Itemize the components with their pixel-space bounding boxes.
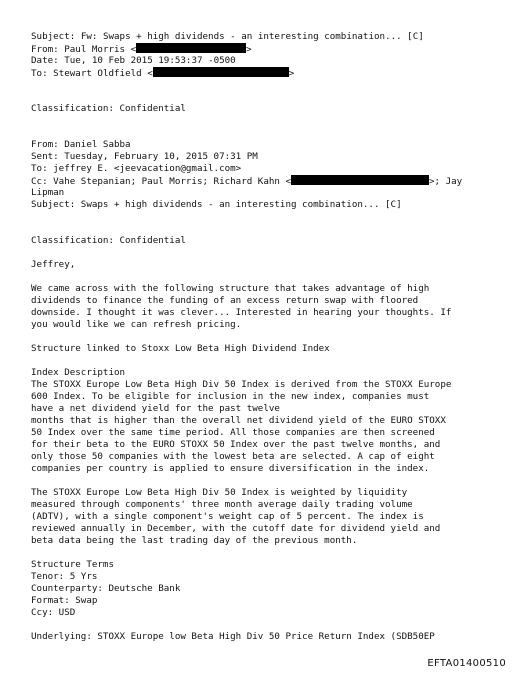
paragraph-line: downside. I thought it was clever... Interested in hearing your thoughts. If [31, 307, 452, 318]
to-label: To: [31, 68, 48, 79]
greeting: Jeffrey, [31, 259, 76, 270]
terms-heading: Structure Terms [31, 559, 114, 570]
header-from [31, 43, 491, 55]
fwd-to: To: jeffrey E. <jeevacation@gmail.com> [31, 163, 242, 174]
fwd-cc-cont: Lipman [31, 187, 65, 198]
underlying-line: Underlying: STOXX Europe low Beta High Div 50 Price Return Index (SDB50EP [31, 631, 435, 642]
paragraph-line: for their beta to the EURO STOXX 50 Index over the past twelve months, and [31, 439, 441, 450]
paragraph-line: have a net dividend yield for the past twelve [31, 403, 280, 414]
classification-label: Classification: Confidential [31, 235, 186, 246]
header-date [31, 55, 491, 67]
fwd-from: From: Daniel Sabba [31, 139, 131, 150]
paragraph-line: 50 Index over the same time period. All those companies are then screened [31, 427, 435, 438]
paragraph-line: (ADTV), with a single component's weight cap of 5 percent. The index is [31, 511, 424, 522]
fwd-cc [31, 175, 491, 187]
classification-label: Classification: Confidential [31, 103, 186, 114]
from-end: > [246, 44, 252, 55]
email-document [31, 31, 491, 643]
redaction-box [136, 43, 246, 53]
structure-title: Structure linked to Stoxx Low Beta High Dividend Index [31, 343, 330, 354]
index-paragraph [31, 379, 491, 475]
fwd-subject: Subject: Swaps + high dividends - an interesting combination... [C] [31, 199, 402, 210]
cc-end: >; Jay [428, 176, 463, 187]
terms-counterparty: Counterparty: Deutsche Bank [31, 583, 181, 594]
redaction-box [153, 67, 289, 77]
paragraph-line: you would like we can refresh pricing. [31, 319, 242, 330]
document-id: EFTA01400510 [427, 658, 506, 669]
cc-text: Cc: Vahe Stepanian; Paul Morris; Richard Kahn < [31, 176, 291, 187]
intro-paragraph [31, 283, 491, 331]
from-label: From: [31, 44, 59, 55]
paragraph-line: measured through components' three month average daily trading volume [31, 499, 413, 510]
to-end: > [288, 68, 295, 79]
paragraph-line: We came across with the following structure that takes advantage of high [31, 283, 430, 294]
paragraph-line: months that is higher than the overall net dividend yield of the EURO STOXX [31, 415, 446, 426]
paragraph-line: 600 Index. To be eligible for inclusion in the new index, companies must [31, 391, 430, 402]
header-to [31, 67, 491, 79]
date-label: Date: [31, 55, 59, 66]
paragraph-line: beta data being the last trading day of the previous month. [31, 535, 358, 546]
from-name: Paul Morris < [64, 44, 137, 55]
paragraph-line: The STOXX Europe Low Beta High Div 50 Index is weighted by liquidity [31, 487, 408, 498]
subject-label: Subject: [31, 31, 76, 42]
paragraph-line: only those 50 companies with the lowest beta are selected. A cap of eight [31, 451, 435, 462]
paragraph-line: companies per country is applied to ensure diversification in the index. [31, 463, 430, 474]
structure-terms [31, 559, 491, 619]
terms-format: Format: Swap [31, 595, 98, 606]
header-subject [31, 31, 491, 43]
paragraph-line: reviewed annually in December, with the cutoff date for dividend yield and [31, 523, 441, 534]
date-text: Tue, 10 Feb 2015 19:53:37 -0500 [64, 55, 236, 66]
redaction-box [291, 175, 429, 185]
subject-text: Fw: Swaps + high dividends - an interesting combination... [C] [80, 31, 424, 42]
to-name: Stewart Oldfield < [53, 68, 153, 79]
weighting-paragraph [31, 487, 491, 547]
index-heading: Index Description [31, 367, 126, 378]
terms-tenor: Tenor: 5 Yrs [31, 571, 98, 582]
paragraph-line: The STOXX Europe Low Beta High Div 50 Index is derived from the STOXX Europe [31, 379, 452, 390]
terms-ccy: Ccy: USD [31, 607, 76, 618]
fwd-sent: Sent: Tuesday, February 10, 2015 07:31 PM [31, 151, 258, 162]
paragraph-line: dividends to finance the funding of an excess return swap with floored [31, 295, 419, 306]
